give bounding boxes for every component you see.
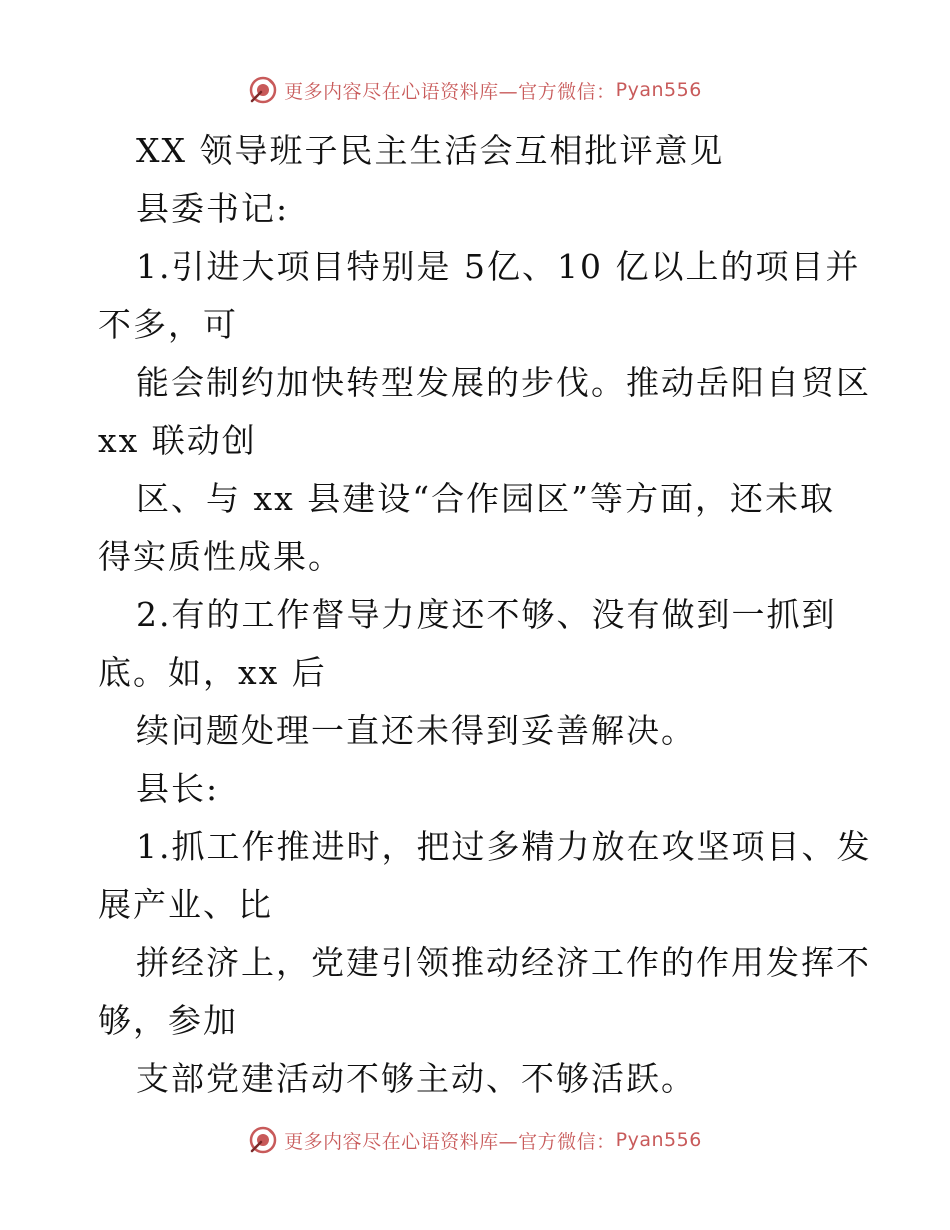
text-line: xx 联动创 (98, 421, 257, 460)
text-line: 1.抓工作推进时，把过多精力放在攻坚项目、发 (136, 827, 872, 866)
footer-watermark (0, 1122, 950, 1158)
header-watermark (0, 72, 950, 108)
document-body (98, 122, 872, 1108)
text-line: 县长: (136, 769, 220, 808)
watermark-text: 更多内容尽在心语资料库—官方微信： (284, 80, 616, 103)
text-line: 续问题处理一直还未得到妥善解决。 (136, 711, 696, 750)
text-line: 1.引进大项目特别是 5亿、10 亿以上的项目并 (136, 247, 861, 286)
watermark-text: 更多内容尽在心语资料库—官方微信： (284, 1130, 616, 1153)
text-line: 得实质性成果。 (98, 537, 343, 576)
text-line: 支部党建活动不够主动、不够活跃。 (136, 1059, 696, 1098)
text-line: 展产业、比 (98, 885, 273, 924)
watermark-account: Pyan556 (615, 1129, 702, 1151)
text-line: 县委书记: (136, 189, 290, 228)
text-line: 底。如，xx 后 (98, 653, 327, 692)
text-line: 区、与 xx 县建设“合作园区”等方面，还未取 (136, 479, 835, 518)
pen-seal-icon (248, 1125, 278, 1155)
text-line: 能会制约加快转型发展的步伐。推动岳阳自贸区 (136, 363, 871, 402)
watermark-account: Pyan556 (615, 79, 702, 101)
text-line: 不多，可 (98, 305, 238, 344)
document-title: XX 领导班子民主生活会互相批评意见 (136, 131, 725, 170)
pen-seal-icon (248, 75, 278, 105)
text-line: 拼经济上，党建引领推动经济工作的作用发挥不 (136, 943, 871, 982)
text-line: 够，参加 (98, 1001, 238, 1040)
text-line: 2.有的工作督导力度还不够、没有做到一抓到 (136, 595, 837, 634)
